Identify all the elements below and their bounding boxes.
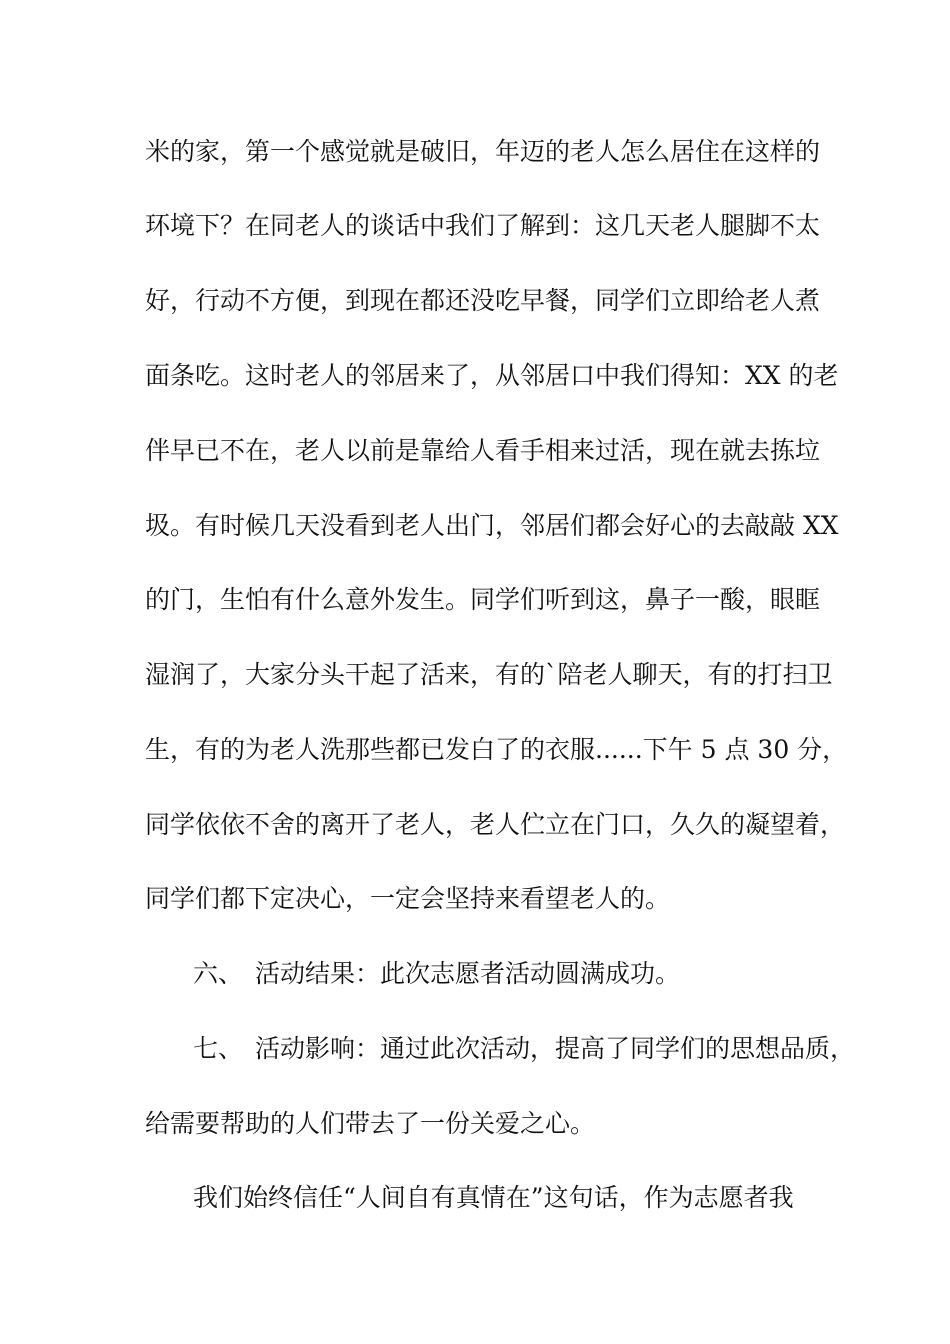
body-text-line: 湿润了，大家分头干起了活来，有的`陪老人聊天，有的打扫卫 [145, 660, 833, 689]
body-text-line: 环境下？在同老人的谈话中我们了解到：这几天老人腿脚不太 [145, 211, 821, 240]
list-item-text: 活动结果：此次志愿者活动圆满成功。 [255, 959, 681, 988]
list-item-text: 活动影响：通过此次活动，提高了同学们的思想品质， [255, 1034, 856, 1063]
body-text-line: 的门，生怕有什么意外发生。同学们听到这，鼻子一酸，眼眶 [145, 585, 821, 614]
closing-paragraph-line: 我们始终信任“人间自有真情在”这句话，作为志愿者我 [193, 1183, 794, 1212]
body-text-line: 米的家，第一个感觉就是破旧，年迈的老人怎么居住在这样的 [145, 137, 821, 166]
list-item-activity-result [193, 954, 873, 994]
body-text-line: 同学依依不舍的离开了老人，老人伫立在门口，久久的凝望着， [145, 810, 846, 839]
list-item-number: 七、 [193, 1034, 244, 1063]
body-text-line: 面条吃。这时老人的邻居来了，从邻居口中我们得知：XX 的老 [145, 361, 839, 390]
body-text-line: 圾。有时候几天没看到老人出门，邻居们都会好心的去敲敲 XX [145, 511, 839, 540]
body-text-line: 给需要帮助的人们带去了一份关爱之心。 [145, 1109, 596, 1138]
body-text-line: 好，行动不方便，到现在都还没吃早餐，同学们立即给老人煮 [145, 286, 821, 315]
list-item-activity-impact [193, 1029, 873, 1069]
list-item-number: 六、 [193, 959, 244, 988]
body-text-line: 伴早已不在，老人以前是靠给人看手相来过活，现在就去拣垃 [145, 436, 821, 465]
body-text-line: 生，有的为老人洗那些都已发白了的衣服......下午 5 点 30 分， [145, 735, 848, 764]
body-text-line: 同学们都下定决心，一定会坚持来看望老人的。 [145, 884, 671, 913]
